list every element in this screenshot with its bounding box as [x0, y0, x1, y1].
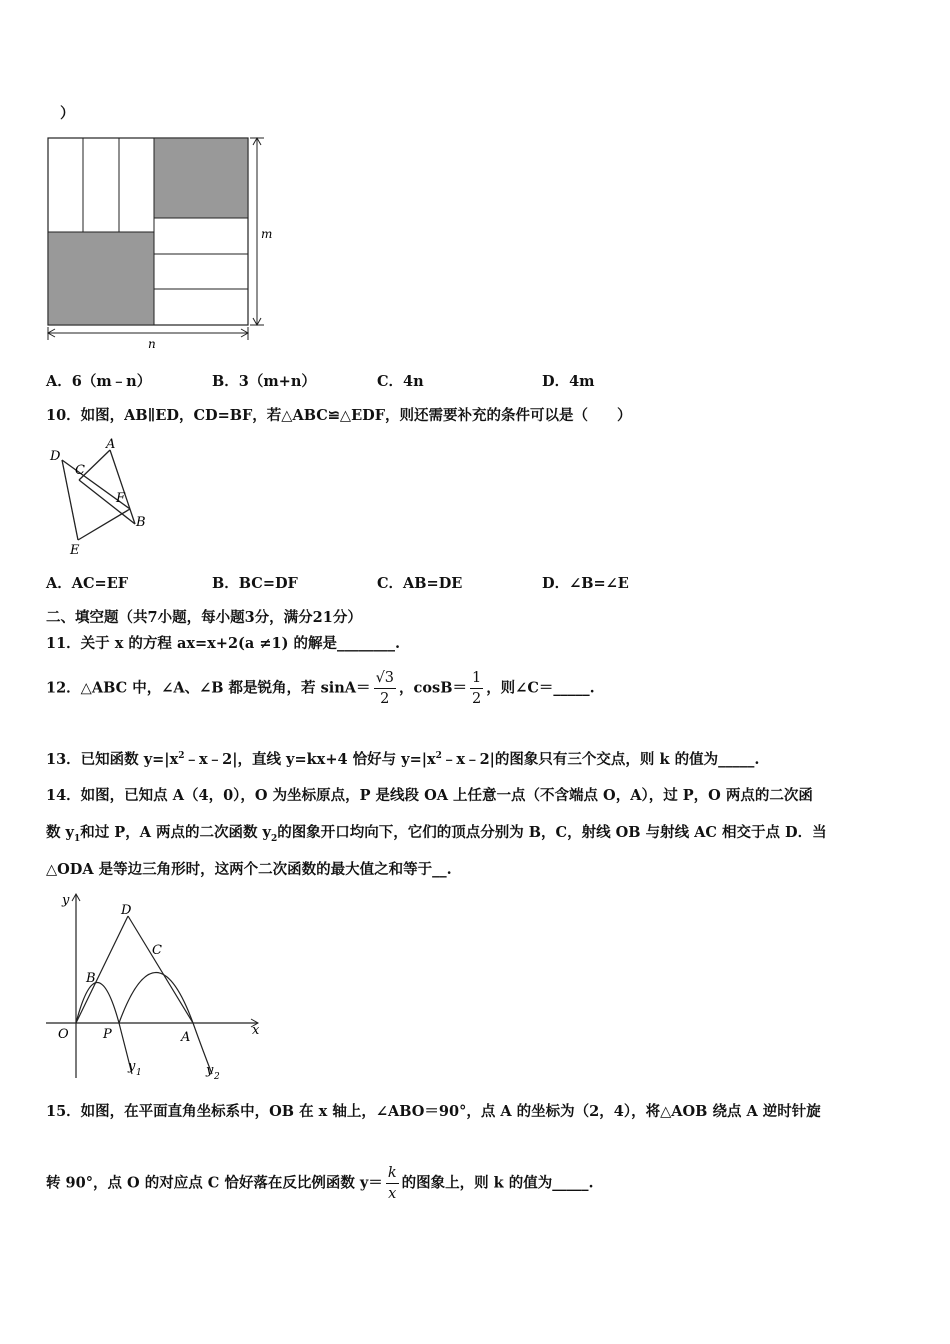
q9-option-b[interactable]: B．3（m+n） — [212, 373, 316, 390]
q13-exponent-2: 2 — [435, 751, 442, 762]
q14-line2-b: 和过 P，A 两点的二次函数 y — [80, 824, 271, 841]
q14-line-3: △ODA 是等边三角形时，这两个二次函数的最大值之和等于__. — [46, 861, 452, 878]
q14-line-2 — [46, 821, 827, 844]
label-y-axis: y — [62, 893, 70, 908]
label-E: E — [70, 543, 80, 558]
q10-option-c[interactable]: C．AB=DE — [377, 575, 463, 592]
q12-sin-fraction — [374, 668, 396, 709]
q14-parabola-figure — [40, 888, 270, 1084]
label-C: C — [152, 943, 162, 958]
label-D: D — [50, 449, 61, 464]
q15-line2-a: 转 90°，点 O 的对应点 C 恰好落在反比例函数 y＝ — [46, 1174, 383, 1192]
q13-part-a: 13．已知函数 y=|x — [46, 751, 179, 768]
q15-fraction-numerator: k — [386, 1163, 399, 1184]
q13-question — [46, 748, 759, 769]
label-x-axis: x — [252, 1023, 260, 1038]
label-y2-subscript: 2 — [214, 1072, 220, 1082]
q9-rectangle-figure — [40, 130, 280, 352]
q12-sin-denominator: 2 — [380, 691, 390, 707]
q12-cos-denominator: 2 — [471, 691, 482, 707]
q9-option-d[interactable]: D．4m — [542, 373, 595, 390]
q14-line2-a: 数 y — [46, 824, 74, 841]
shaded-rect-bottom-left — [48, 232, 154, 325]
label-B: B — [136, 515, 146, 530]
q12-cos-fraction — [470, 668, 483, 709]
q13-exponent-1: 2 — [178, 751, 185, 762]
section-2-heading: 二、填空题（共7小题，每小题3分，满分21分） — [46, 609, 362, 626]
label-y1-subscript: 1 — [136, 1068, 142, 1078]
shaded-rect-top-right — [154, 138, 248, 218]
q12-mid: ，cosB＝ — [399, 679, 467, 697]
q9-closing-paren: ） — [60, 105, 75, 122]
label-P: P — [103, 1027, 112, 1042]
label-O: O — [58, 1027, 69, 1042]
q12-question — [46, 668, 595, 709]
q10-option-d[interactable]: D．∠B=∠E — [542, 575, 629, 592]
q15-fraction-denominator: x — [388, 1186, 397, 1202]
label-C: C — [75, 463, 85, 478]
q15-line2-b: 的图象上，则 k 的值为_____. — [401, 1174, 594, 1192]
q10-triangle-figure — [42, 436, 162, 560]
q12-cos-numerator: 1 — [470, 668, 483, 689]
q15-fraction — [386, 1163, 399, 1204]
q13-part-b: ﹣x﹣2|，直线 y=kx+4 恰好与 y=|x — [184, 751, 436, 768]
q12-prefix: 12．△ABC 中，∠A、∠B 都是锐角，若 sinA＝ — [46, 679, 371, 697]
label-m: m — [261, 227, 273, 241]
q15-line-1: 15．如图，在平面直角坐标系中，OB 在 x 轴上，∠ABO＝90°，点 A 的坐标为（2，4），将△AOB 绕点 A 逆时针旋 — [46, 1103, 821, 1120]
label-F: F — [116, 491, 126, 506]
q10-option-b[interactable]: B．BC=DF — [212, 575, 298, 592]
q9-option-c[interactable]: C．4n — [377, 373, 424, 390]
q14-sub-1: 1 — [73, 833, 81, 844]
q15-line-2 — [46, 1163, 594, 1204]
q14-line-1: 14．如图，已知点 A（4，0），O 为坐标原点，P 是线段 OA 上任意一点（不含端点 O，A），过 P，O 两点的二次函 — [46, 787, 813, 804]
label-D: D — [121, 903, 132, 918]
label-A: A — [181, 1030, 191, 1045]
q10-question: 10．如图，AB∥ED，CD=BF，若△ABC≌△EDF，则还需要补充的条件可以是（ ） — [46, 407, 632, 424]
q12-sin-numerator: √3 — [374, 668, 396, 689]
q13-part-c: ﹣x﹣2|的图象只有三个交点，则 k 的值为_____. — [441, 751, 760, 768]
label-y2: y — [206, 1063, 214, 1078]
label-n: n — [148, 337, 156, 351]
q10-option-a[interactable]: A．AC=EF — [46, 575, 129, 592]
q9-option-a[interactable]: A．6（m﹣n） — [46, 373, 152, 390]
q14-line2-c: 的图象开口均向下，它们的顶点分别为 B，C，射线 OB 与射线 AC 相交于点 D．当 — [277, 824, 827, 841]
q11-question: 11．关于 x 的方程 ax=x+2(a ≠1) 的解是________. — [46, 635, 401, 652]
q14-sub-2: 2 — [270, 833, 278, 844]
label-B: B — [86, 971, 96, 986]
label-y1: y — [128, 1059, 136, 1074]
q12-suffix: ，则∠C＝_____. — [486, 679, 595, 697]
label-A: A — [106, 437, 116, 452]
